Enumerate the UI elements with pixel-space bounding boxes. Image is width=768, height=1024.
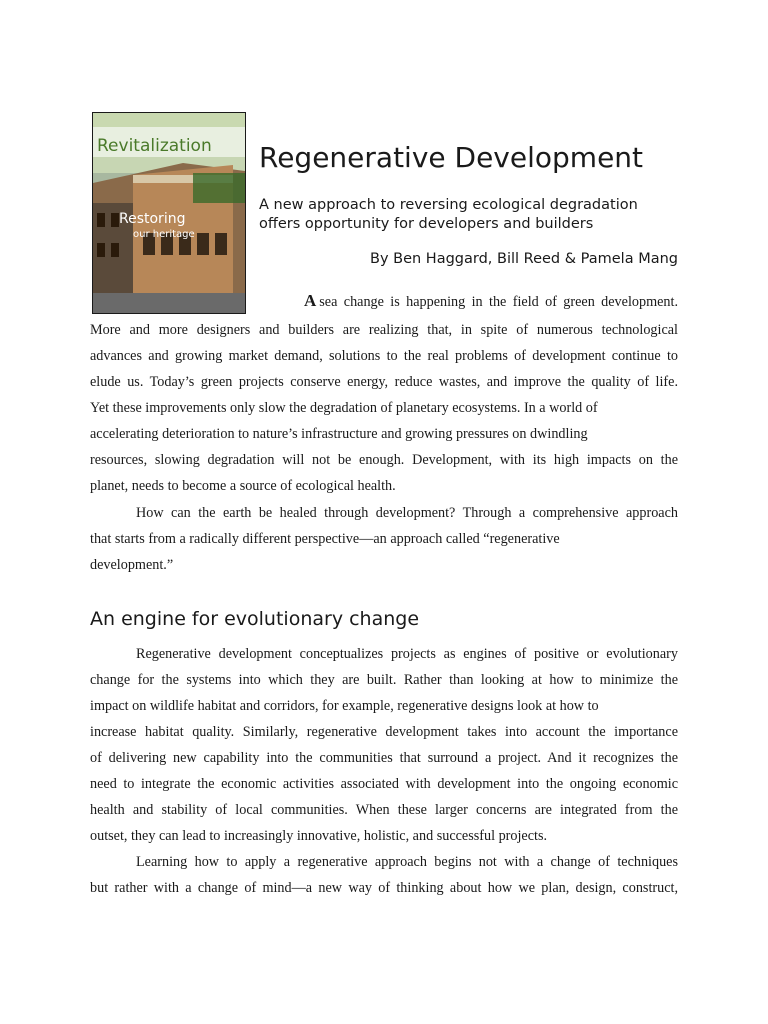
cover-headline-line1: Restoring: [119, 211, 186, 227]
paragraph-line: increase habitat quality. Similarly, regenerative development takes into account the importance: [90, 724, 678, 740]
paragraph-line: change for the systems into which they are built. Rather than looking at how to minimize the: [90, 672, 678, 688]
paragraph-line: More and more designers and builders are realizing that, in spite of numerous technological: [90, 322, 678, 338]
paragraph-line: A sea change is happening in the field of green development.: [304, 291, 678, 310]
section-heading: An engine for evolutionary change: [90, 608, 420, 630]
paragraph-line: outset, they can lead to increasingly innovative, holistic, and successful projects.: [90, 828, 548, 844]
paragraph-line: but rather with a change of mind—a new way of thinking about how we plan, design, construct,: [90, 880, 678, 896]
paragraph-line: Yet these improvements only slow the degradation of planetary ecosystems. In a world of: [90, 400, 598, 416]
paragraph-line: health and stability of local communities. When these larger concerns are integrated from the: [90, 802, 678, 818]
paragraph-line: elude us. Today’s green projects conserve energy, reduce wastes, and improve the quality of life.: [90, 374, 678, 390]
paragraph-line: Regenerative development conceptualizes projects as engines of positive or evolutionary: [136, 646, 678, 662]
paragraph-line: impact on wildlife habitat and corridors, for example, regenerative designs look at how to: [90, 698, 599, 714]
subtitle-line: A new approach to reversing ecological degradation: [259, 197, 638, 213]
subtitle-line: offers opportunity for developers and builders: [259, 216, 594, 232]
cover-title: Revitalization: [97, 136, 212, 156]
cover-headline-line2: our heritage: [133, 229, 195, 240]
paragraph-line: of delivering new capability into the communities that surround a project. And it recognizes the: [90, 750, 678, 766]
paragraph-line: need to integrate the economic activities associated with development into the ongoing economic: [90, 776, 678, 792]
article-title: Regenerative Development: [259, 141, 644, 174]
magazine-cover-image: [92, 112, 246, 314]
cover-illustration: [93, 113, 245, 313]
article-byline: By Ben Haggard, Bill Reed & Pamela Mang: [370, 251, 678, 267]
paragraph-line: How can the earth be healed through development? Through a comprehensive approach: [136, 505, 678, 521]
paragraph-line: that starts from a radically different perspective—an approach called “regenerative: [90, 531, 560, 547]
drop-cap: A: [304, 291, 317, 310]
paragraph-line: accelerating deterioration to nature’s infrastructure and growing pressures on dwindling: [90, 426, 588, 442]
paragraph-line: resources, slowing degradation will not be enough. Development, with its high impacts on the: [90, 452, 678, 468]
paragraph-line: advances and growing market demand, solutions to the real problems of development continue to: [90, 348, 678, 364]
article-subtitle: [259, 196, 689, 234]
paragraph-line: Learning how to apply a regenerative approach begins not with a change of techniques: [136, 854, 678, 870]
paragraph-line: development.”: [90, 557, 174, 573]
paragraph-line: planet, needs to become a source of ecological health.: [90, 478, 396, 494]
